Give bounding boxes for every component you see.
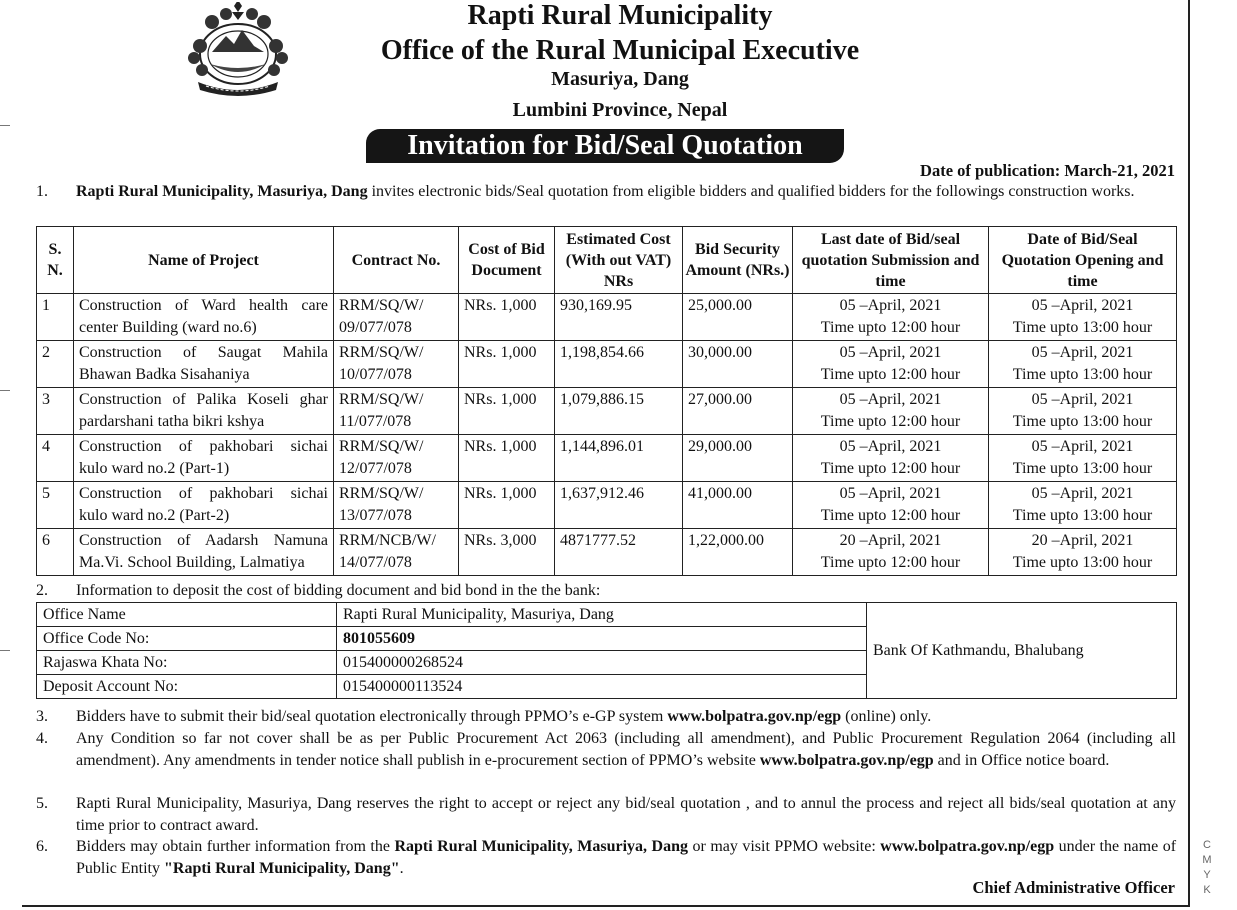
cell-opening: [989, 388, 1177, 435]
name-line: Ma.Vi. School Building, Lalmatiya: [79, 553, 305, 571]
cell-opening: [989, 294, 1177, 341]
item-number: 3.: [36, 708, 48, 725]
item-6-text: Bidders may obtain further information from the: [76, 838, 395, 855]
egp-link[interactable]: www.bolpatra.gov.np/egp: [880, 838, 1055, 855]
date-line: 20 –April, 2021: [1031, 532, 1134, 549]
table-row: [37, 529, 1177, 576]
table-row: [37, 603, 1177, 627]
time-line: Time upto 13:00 hour: [1012, 365, 1153, 383]
header-cost: Cost of Bid Document: [459, 227, 555, 294]
margin-tick: [0, 125, 10, 126]
bank-value: 801055609: [337, 627, 867, 651]
item-1-text: invites electronic bids/Seal quotation from eligible bidders and qualified bidders for the followings construction works.: [367, 183, 1135, 200]
cell-name: [74, 341, 334, 388]
cell-name: [74, 294, 334, 341]
cell-cost: NRs. 3,000: [459, 529, 555, 576]
cell-opening: [989, 341, 1177, 388]
header-security: Bid Security Amount (NRs.): [683, 227, 793, 294]
item-1: [36, 181, 1176, 203]
cell-submission: [793, 294, 989, 341]
cmyk-m: M: [1202, 854, 1212, 866]
cell-name: [74, 529, 334, 576]
date-line: 05 –April, 2021: [1031, 485, 1134, 502]
date-line: 05 –April, 2021: [1031, 297, 1134, 314]
time-line: Time upto 13:00 hour: [1012, 412, 1153, 430]
cell-estimated: 4871777.52: [555, 529, 683, 576]
bank-label: Deposit Account No:: [37, 675, 337, 699]
item-6: [36, 836, 1176, 879]
table-row: [37, 294, 1177, 341]
contract-line: 14/077/078: [339, 553, 412, 571]
contract-line: 13/077/078: [339, 506, 412, 524]
time-line: Time upto 12:00 hour: [820, 365, 961, 383]
date-line: 05 –April, 2021: [1031, 438, 1134, 455]
cell-contract: [334, 482, 459, 529]
name-line: Construction of Palika Koseli ghar: [79, 391, 328, 408]
cell-security: 41,000.00: [683, 482, 793, 529]
item-3-tail: (online) only.: [841, 708, 932, 725]
cell-estimated: 1,198,854.66: [555, 341, 683, 388]
bank-name: Bank Of Kathmandu, Bhalubang: [867, 603, 1177, 699]
municipality-title: Rapti Rural Municipality: [467, 0, 773, 31]
cell-contract: [334, 341, 459, 388]
bank-value: 015400000113524: [337, 675, 867, 699]
date-line: 05 –April, 2021: [1031, 344, 1134, 361]
cell-estimated: 1,079,886.15: [555, 388, 683, 435]
table-row: [37, 341, 1177, 388]
date-line: 05 –April, 2021: [839, 297, 942, 314]
item-6-bold: Rapti Rural Municipality, Masuriya, Dang: [394, 838, 689, 855]
cell-sn: 5: [37, 482, 74, 529]
item-6-bold: "Rapti Rural Municipality, Dang": [164, 859, 400, 877]
cell-submission: [793, 529, 989, 576]
header-name: Name of Project: [74, 227, 334, 294]
cmyk-print-marks: [1199, 838, 1215, 898]
time-line: Time upto 13:00 hour: [1012, 459, 1153, 477]
name-line: center Building (ward no.6): [79, 318, 257, 336]
cell-opening: [989, 435, 1177, 482]
item-3-text: Bidders have to submit their bid/seal quotation electronically through PPMO’s e-GP system: [76, 708, 668, 725]
cell-security: 27,000.00: [683, 388, 793, 435]
notice-banner: Invitation for Bid/Seal Quotation: [366, 129, 844, 163]
cell-cost: NRs. 1,000: [459, 294, 555, 341]
cell-name: [74, 435, 334, 482]
office-title: Office of the Rural Municipal Executive: [380, 35, 860, 66]
bank-value: Rapti Rural Municipality, Masuriya, Dang: [337, 603, 867, 627]
margin-tick: [0, 390, 10, 391]
cell-contract: [334, 388, 459, 435]
table-row: [37, 435, 1177, 482]
cell-security: 30,000.00: [683, 341, 793, 388]
name-line: Construction of Ward health care: [79, 297, 328, 314]
date-line: 05 –April, 2021: [839, 438, 942, 455]
item-6-text: or may visit PPMO website:: [688, 838, 881, 855]
contract-line: RRM/SQ/W/: [339, 344, 424, 361]
cmyk-k: K: [1203, 884, 1211, 896]
table-header-row: [37, 227, 1177, 294]
table-row: [37, 482, 1177, 529]
time-line: Time upto 12:00 hour: [820, 506, 961, 524]
contract-line: RRM/SQ/W/: [339, 297, 424, 314]
time-line: Time upto 12:00 hour: [820, 318, 961, 336]
cmyk-y: Y: [1203, 869, 1211, 881]
item-4: [36, 728, 1176, 771]
cell-contract: [334, 435, 459, 482]
header-opening: Date of Bid/Seal Quotation Opening and time: [989, 227, 1177, 294]
header-estimated: Estimated Cost (With out VAT) NRs: [555, 227, 683, 294]
cell-estimated: 1,144,896.01: [555, 435, 683, 482]
cell-cost: NRs. 1,000: [459, 435, 555, 482]
contract-line: 09/077/078: [339, 318, 412, 336]
name-line: Construction of pakhobari sichai: [79, 485, 328, 502]
item-number: 1.: [36, 183, 48, 200]
bank-label: Office Name: [37, 603, 337, 627]
cell-cost: NRs. 1,000: [459, 341, 555, 388]
name-line: kulo ward no.2 (Part-1): [79, 459, 230, 477]
header-sn: S. N.: [37, 227, 74, 294]
date-line: 05 –April, 2021: [1031, 391, 1134, 408]
item-4-text: Any Condition so far not cover shall be as per Public Procurement Act 2063 (including all amendment), and Public Procurement Regulation 2064 (including all amendment). Any amendments in tender notice shall publish in e-procurement section of PPMO’s website: [76, 730, 1176, 769]
location-line: Masuriya, Dang: [551, 68, 689, 90]
margin-tick: [0, 650, 10, 651]
cell-contract: [334, 294, 459, 341]
cell-estimated: 1,637,912.46: [555, 482, 683, 529]
contract-line: RRM/NCB/W/: [339, 532, 436, 549]
contract-line: 12/077/078: [339, 459, 412, 477]
item-5-text: Rapti Rural Municipality, Masuriya, Dang reserves the right to accept or reject any bid/seal quotation , and to annul the process and reject all bids/seal quotation at any time prior to contract award.: [76, 795, 1176, 834]
bank-deposit-table: [36, 602, 1177, 699]
name-line: kulo ward no.2 (Part-2): [79, 506, 230, 524]
bid-table: [36, 226, 1177, 576]
publication-date: Date of publication: March-21, 2021: [920, 161, 1175, 180]
item-4-tail: and in Office notice board.: [933, 751, 1110, 769]
contract-line: RRM/SQ/W/: [339, 485, 424, 502]
name-line: Construction of Saugat Mahila: [79, 344, 328, 361]
date-line: 05 –April, 2021: [839, 391, 942, 408]
cell-submission: [793, 482, 989, 529]
cell-estimated: 930,169.95: [555, 294, 683, 341]
time-line: Time upto 12:00 hour: [820, 553, 961, 571]
item-3: [36, 706, 1176, 728]
cell-security: 1,22,000.00: [683, 529, 793, 576]
cell-cost: NRs. 1,000: [459, 482, 555, 529]
province-line: Lumbini Province, Nepal: [512, 99, 728, 121]
item-2-text: Information to deposit the cost of bidding document and bid bond in the the bank:: [76, 582, 601, 599]
name-line: pardarshani tatha bikri kshya: [79, 412, 265, 430]
time-line: Time upto 13:00 hour: [1012, 553, 1153, 571]
date-line: 20 –April, 2021: [839, 532, 942, 549]
name-line: Construction of pakhobari sichai: [79, 438, 328, 455]
cell-security: 25,000.00: [683, 294, 793, 341]
header-contract: Contract No.: [334, 227, 459, 294]
date-line: 05 –April, 2021: [839, 485, 942, 502]
item-number: 5.: [36, 795, 48, 812]
contract-line: 11/077/078: [339, 412, 412, 430]
item-number: 4.: [36, 730, 48, 747]
cell-submission: [793, 341, 989, 388]
item-1-bold: Rapti Rural Municipality, Masuriya, Dang: [76, 183, 368, 200]
table-row: [37, 388, 1177, 435]
cell-opening: [989, 482, 1177, 529]
cell-name: [74, 388, 334, 435]
bank-label: Office Code No:: [37, 627, 337, 651]
cmyk-c: C: [1203, 839, 1211, 851]
header-last-date: Last date of Bid/seal quotation Submission and time: [793, 227, 989, 294]
cell-cost: NRs. 1,000: [459, 388, 555, 435]
cell-sn: 6: [37, 529, 74, 576]
bank-label: Rajaswa Khata No:: [37, 651, 337, 675]
item-6-text: .: [399, 859, 404, 877]
signature: Chief Administrative Officer: [972, 878, 1175, 897]
time-line: Time upto 13:00 hour: [1012, 506, 1153, 524]
cell-security: 29,000.00: [683, 435, 793, 482]
cell-submission: [793, 388, 989, 435]
item-2: [36, 580, 1176, 602]
item-5: [36, 793, 1176, 836]
egp-link[interactable]: www.bolpatra.gov.np/egp: [759, 751, 934, 769]
cell-sn: 4: [37, 435, 74, 482]
time-line: Time upto 12:00 hour: [820, 459, 961, 477]
cell-sn: 3: [37, 388, 74, 435]
contract-line: 10/077/078: [339, 365, 412, 383]
name-line: Construction of Aadarsh Namuna: [79, 532, 328, 549]
cell-name: [74, 482, 334, 529]
date-line: 05 –April, 2021: [839, 344, 942, 361]
cell-sn: 1: [37, 294, 74, 341]
item-number: 6.: [36, 838, 48, 855]
egp-link[interactable]: www.bolpatra.gov.np/egp: [667, 708, 842, 725]
bank-value: 015400000268524: [337, 651, 867, 675]
name-line: Bhawan Badka Sisahaniya: [79, 365, 250, 383]
cell-sn: 2: [37, 341, 74, 388]
cell-opening: [989, 529, 1177, 576]
contract-line: RRM/SQ/W/: [339, 391, 424, 408]
contract-line: RRM/SQ/W/: [339, 438, 424, 455]
item-6-text: under the name of Public Entity: [76, 838, 1177, 877]
time-line: Time upto 12:00 hour: [820, 412, 961, 430]
time-line: Time upto 13:00 hour: [1012, 318, 1153, 336]
item-number: 2.: [36, 582, 48, 599]
cell-submission: [793, 435, 989, 482]
cell-contract: [334, 529, 459, 576]
